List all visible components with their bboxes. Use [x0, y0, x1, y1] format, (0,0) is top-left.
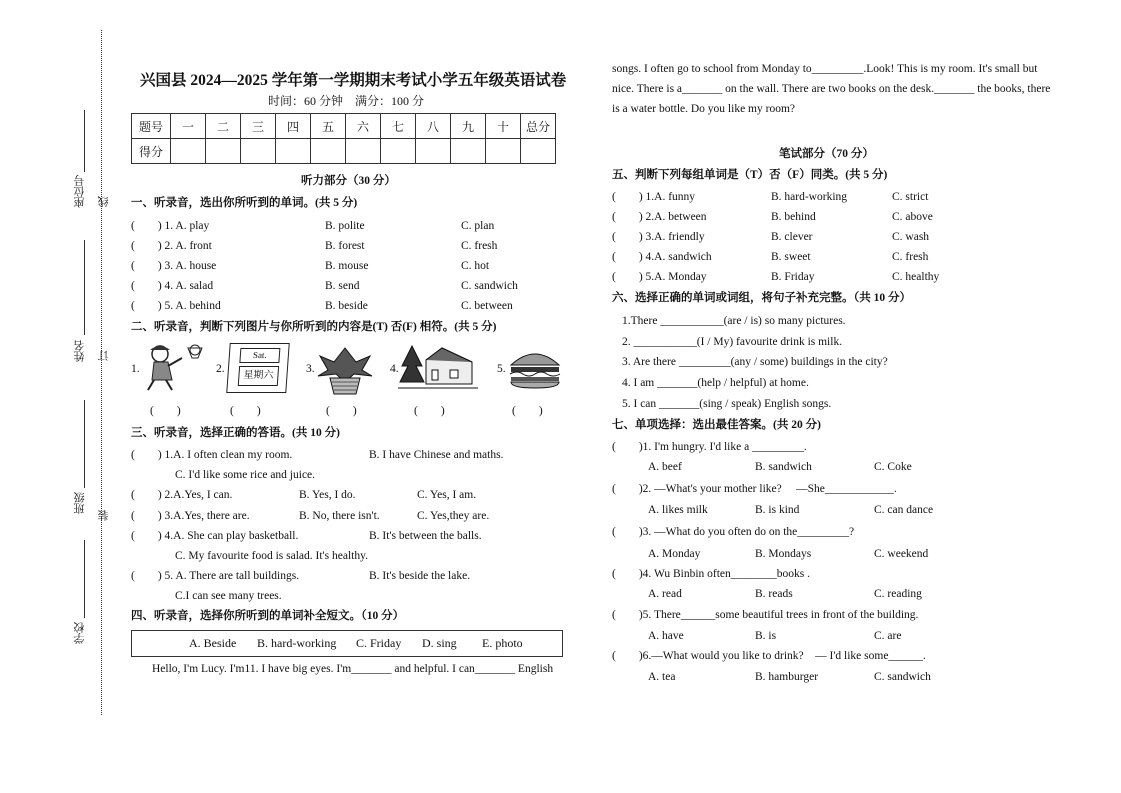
s1-item-2-c: C. fresh — [461, 240, 498, 252]
score-input-cell[interactable] — [521, 139, 556, 164]
s3-q3-c: C. Yes,they are. — [417, 510, 490, 522]
class-field[interactable] — [84, 400, 85, 488]
s3-q5-c: C.I can see many trees. — [175, 590, 282, 602]
s2-num-2: 2. — [216, 363, 225, 375]
s1-item-1-c: C. plan — [461, 220, 495, 232]
s4-passage-line-2[interactable]: songs. I often go to school from Monday to_________.Look! This is my room. It's small but — [612, 63, 1038, 75]
s7-heading: 七、单项选择：选出最佳答案。(共 20 分) — [612, 419, 821, 431]
word-bank-item: C. Friday — [356, 636, 402, 650]
s7-q6[interactable]: ( )6.—What would you like to drink? — I'd like some______. — [612, 650, 926, 662]
s3-q1-b: B. I have Chinese and maths. — [369, 449, 504, 461]
s3-q5-b: B. It's beside the lake. — [369, 570, 471, 582]
s7-q1[interactable]: ( )1. I'm hungry. I'd like a _________. — [612, 441, 807, 453]
s2-answer-5[interactable]: ( ) — [512, 405, 543, 417]
score-input-cell[interactable] — [311, 139, 346, 164]
s5-item-5-a[interactable]: ( ) 5.A. Monday — [612, 271, 707, 283]
s7-q5[interactable]: ( )5. There______some beautiful trees in front of the building. — [612, 609, 919, 621]
s7-q1-c: C. Coke — [874, 461, 912, 473]
school-field[interactable] — [84, 540, 85, 618]
s7-q3-c: C. weekend — [874, 548, 929, 560]
score-table — [131, 113, 556, 164]
binding-mark-line: 线 — [98, 196, 110, 207]
s1-item-4-a[interactable]: ( ) 4. A. salad — [131, 280, 214, 292]
score-input-cell[interactable] — [171, 139, 206, 164]
s5-item-5-c: C. healthy — [892, 271, 940, 283]
s5-item-1-c: C. strict — [892, 191, 929, 203]
calendar-picture — [226, 343, 289, 393]
word-bank-item: A. Beside — [189, 636, 237, 650]
s5-heading: 五、判断下列每组单词是（T）否（F）同类。(共 5 分) — [612, 169, 888, 181]
s2-heading: 二、听录音，判断下列图片与你所听到的内容是(T) 否(F) 相符。(共 5 分) — [131, 321, 497, 333]
s2-answer-1[interactable]: ( ) — [150, 405, 181, 417]
s5-item-2-b: B. behind — [771, 211, 816, 223]
score-cell: 五 — [311, 114, 346, 139]
s4-heading: 四、听录音，选择你所听到的单词补全短文。（10 分） — [131, 610, 405, 622]
girl-basketball-picture — [140, 342, 212, 392]
s3-q4-b: B. It's between the balls. — [369, 530, 482, 542]
s2-num-5: 5. — [497, 363, 506, 375]
s5-item-5-b: B. Friday — [771, 271, 815, 283]
exam-title: 兴国县 2024—2025 学年第一学期期末考试小学五年级英语试卷 — [140, 72, 567, 89]
s1-item-5-a[interactable]: ( ) 5. A. behind — [131, 300, 221, 312]
name-field[interactable] — [84, 240, 85, 335]
s2-answer-3[interactable]: ( ) — [326, 405, 357, 417]
s5-item-3-b: B. clever — [771, 231, 813, 243]
s1-item-3-c: C. hot — [461, 260, 490, 272]
score-table-header-row — [132, 114, 556, 139]
s5-item-2-a[interactable]: ( ) 2.A. between — [612, 211, 707, 223]
s7-q4[interactable]: ( )4. Wu Binbin often________books . — [612, 568, 811, 580]
s3-q5-a[interactable]: ( ) 5. A. There are tall buildings. — [131, 570, 300, 582]
score-input-cell[interactable] — [206, 139, 241, 164]
s3-q2-b: B. Yes, I do. — [299, 489, 356, 501]
s7-q4-b: B. reads — [755, 588, 793, 600]
s3-q4-a[interactable]: ( ) 4.A. She can play basketball. — [131, 530, 299, 542]
score-cell: 四 — [276, 114, 311, 139]
house-trees-picture — [398, 340, 478, 396]
s1-item-2-b: B. forest — [325, 240, 365, 252]
word-bank-item: B. hard-working — [257, 636, 337, 650]
score-input-cell[interactable] — [276, 139, 311, 164]
s3-q2-c: C. Yes, I am. — [417, 489, 477, 501]
binding-mark-zhuang: 装 — [98, 510, 110, 521]
exam-meta: 时间：60 分钟 满分：100 分 — [268, 94, 425, 108]
s1-heading: 一、听录音，选出你所听到的单词。(共 5 分) — [131, 197, 358, 209]
s5-item-4-b: B. sweet — [771, 251, 811, 263]
s7-q2-b: B. is kind — [755, 504, 800, 516]
s5-item-3-c: C. wash — [892, 231, 930, 243]
s3-q3-a[interactable]: ( ) 3.A.Yes, there are. — [131, 510, 250, 522]
s1-item-4-c: C. sandwich — [461, 280, 518, 292]
class-label: 班级 — [74, 492, 86, 514]
writing-header: 笔试部分（70 分） — [779, 148, 874, 160]
score-input-cell[interactable] — [451, 139, 486, 164]
s7-q2[interactable]: ( )2. —What's your mother like? —She____________. — [612, 483, 897, 495]
score-cell: 三 — [241, 114, 276, 139]
binding-mark-ding: 订 — [98, 350, 110, 361]
score-input-cell[interactable] — [486, 139, 521, 164]
s3-heading: 三、听录音，选择正确的答语。(共 10 分) — [131, 427, 340, 439]
s3-q3-b: B. No, there isn't. — [299, 510, 380, 522]
s3-q2-a[interactable]: ( ) 2.A.Yes, I can. — [131, 489, 233, 501]
word-bank-box — [131, 630, 563, 657]
s7-q4-c: C. reading — [874, 588, 922, 600]
score-row-label: 得分 — [132, 139, 171, 164]
score-input-cell[interactable] — [241, 139, 276, 164]
score-cell: 十 — [486, 114, 521, 139]
s3-q4-c: C. My favourite food is salad. It's healthy. — [175, 550, 368, 562]
s4-passage-line-1[interactable]: Hello, I'm Lucy. I'm11. I have big eyes. I'm_______ and helpful. I can_______ English — [152, 663, 554, 675]
s5-item-1-b: B. hard-working — [771, 191, 848, 203]
s6-item-3[interactable]: 3. Are there _________(any / some) buildings in the city? — [622, 356, 888, 368]
s1-item-1-a[interactable]: ( ) 1. A. play — [131, 220, 210, 232]
binding-line — [101, 30, 102, 715]
s1-item-3-a[interactable]: ( ) 3. A. house — [131, 260, 217, 272]
s4-passage-line-4: is a water bottle. Do you like my room? — [612, 103, 796, 115]
s7-q5-a: A. have — [648, 630, 684, 642]
s1-item-2-a[interactable]: ( ) 2. A. front — [131, 240, 212, 252]
word-bank-item: E. photo — [482, 636, 523, 650]
potted-plant-picture — [314, 342, 376, 396]
score-cell: 二 — [206, 114, 241, 139]
listening-header: 听力部分（30 分） — [301, 175, 396, 187]
s7-q5-b: B. is — [755, 630, 777, 642]
calendar-day-label: 星期六 — [238, 366, 279, 386]
score-input-cell[interactable] — [346, 139, 381, 164]
s6-heading: 六、选择正确的单词或词组，将句子补充完整。（共 10 分） — [612, 292, 911, 304]
s2-answer-2[interactable]: ( ) — [230, 405, 261, 417]
s7-q1-a: A. beef — [648, 461, 682, 473]
score-cell: 八 — [416, 114, 451, 139]
s6-item-4[interactable]: 4. I am _______(help / helpful) at home. — [622, 377, 809, 389]
s7-q1-b: B. sandwich — [755, 461, 812, 473]
s4-passage-line-3[interactable]: nice. There is a_______ on the wall. There are two books on the desk._______ the books, there — [612, 83, 1051, 95]
s7-q2-c: C. can dance — [874, 504, 934, 516]
s6-item-5[interactable]: 5. I can _______(sing / speak) English songs. — [622, 398, 832, 410]
s7-q2-a: A. likes milk — [648, 504, 708, 516]
score-table-score-row — [132, 139, 556, 164]
seat-field[interactable] — [84, 110, 85, 172]
s5-item-4-c: C. fresh — [892, 251, 929, 263]
s3-q1-a[interactable]: ( ) 1.A. I often clean my room. — [131, 449, 293, 461]
s7-q3-a: A. Monday — [648, 548, 701, 560]
s5-item-2-c: C. above — [892, 211, 933, 223]
name-label: 姓名 — [74, 340, 86, 362]
hamburger-picture — [507, 347, 563, 389]
s2-num-1: 1. — [131, 363, 140, 375]
calendar-top-label: Sat. — [239, 348, 280, 363]
s7-q6-c: C. sandwich — [874, 671, 931, 683]
s1-item-1-b: B. polite — [325, 220, 365, 232]
score-cell: 九 — [451, 114, 486, 139]
s5-item-3-a[interactable]: ( ) 3.A. friendly — [612, 231, 705, 243]
s3-q1-c: C. I'd like some rice and juice. — [175, 469, 316, 481]
seat-label: 座位号 — [74, 175, 86, 208]
score-cell: 一 — [171, 114, 206, 139]
score-cell: 题号 — [132, 114, 171, 139]
school-label: 学校 — [74, 622, 86, 644]
s5-item-1-a[interactable]: ( ) 1.A. funny — [612, 191, 696, 203]
s7-q3[interactable]: ( )3. —What do you often do on the_________? — [612, 526, 855, 538]
s7-q6-b: B. hamburger — [755, 671, 819, 683]
s1-item-5-b: B. beside — [325, 300, 368, 312]
score-cell: 七 — [381, 114, 416, 139]
s2-num-3: 3. — [306, 363, 315, 375]
word-bank-item: D. sing — [422, 636, 457, 650]
s7-q6-a: A. tea — [648, 671, 676, 683]
score-cell: 总分 — [521, 114, 556, 139]
s5-item-4-a[interactable]: ( ) 4.A. sandwich — [612, 251, 712, 263]
s1-item-3-b: B. mouse — [325, 260, 369, 272]
s6-item-1[interactable]: 1.There ___________(are / is) so many pictures. — [622, 315, 846, 327]
s7-q5-c: C. are — [874, 630, 902, 642]
s1-item-4-b: B. send — [325, 280, 360, 292]
score-cell: 六 — [346, 114, 381, 139]
score-input-cell[interactable] — [416, 139, 451, 164]
s6-item-2[interactable]: 2. ___________(I / My) favourite drink is milk. — [622, 336, 843, 348]
s2-num-4: 4. — [390, 363, 399, 375]
s1-item-5-c: C. between — [461, 300, 513, 312]
s7-q4-a: A. read — [648, 588, 682, 600]
s7-q3-b: B. Mondays — [755, 548, 812, 560]
score-input-cell[interactable] — [381, 139, 416, 164]
s2-answer-4[interactable]: ( ) — [414, 405, 445, 417]
